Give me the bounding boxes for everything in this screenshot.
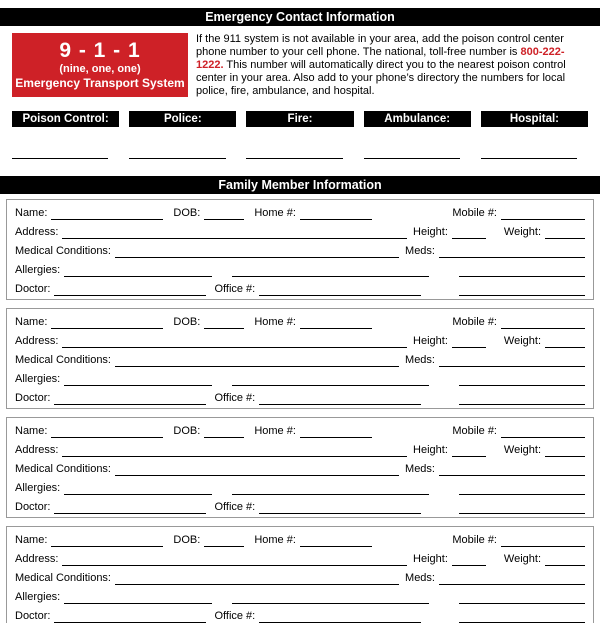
mobile-phone-label: Mobile #: <box>452 316 497 328</box>
member-row-medical <box>15 459 585 476</box>
member-row-address <box>15 331 585 348</box>
meds-continuation-line-2 <box>459 611 585 623</box>
meds-continuation-line <box>459 265 585 277</box>
member-row-allergies <box>15 478 585 495</box>
doctor-label: Doctor: <box>15 392 51 404</box>
family-section-title: Family Member Information <box>0 176 600 194</box>
medical-conditions-field-line <box>115 246 399 258</box>
member-row-allergies <box>15 260 585 277</box>
member-row-name <box>15 312 585 329</box>
mobile-phone-label: Mobile #: <box>452 534 497 546</box>
weight-field-line <box>545 554 585 566</box>
member-row-medical <box>15 568 585 585</box>
allergies-continuation-line <box>232 592 429 604</box>
poison-control-number-line <box>12 158 108 159</box>
meds-label: Meds: <box>405 354 435 366</box>
911-number: 9 - 1 - 1 <box>59 39 141 62</box>
address-field-line <box>62 336 407 348</box>
dob-field-line <box>204 317 244 329</box>
allergies-label: Allergies: <box>15 591 61 603</box>
office-phone-label: Office #: <box>214 392 256 404</box>
family-member-list <box>0 199 600 623</box>
meds-continuation-line <box>459 374 585 386</box>
member-row-medical <box>15 350 585 367</box>
meds-field-line <box>439 573 585 585</box>
mobile-phone-label: Mobile #: <box>452 207 497 219</box>
meds-label: Meds: <box>405 463 435 475</box>
doctor-label: Doctor: <box>15 610 51 622</box>
meds-continuation-line-2 <box>459 502 585 514</box>
meds-label: Meds: <box>405 245 435 257</box>
dob-field-line <box>204 426 244 438</box>
name-label: Name: <box>15 425 48 437</box>
allergies-continuation-line <box>232 374 429 386</box>
name-label: Name: <box>15 534 48 546</box>
police-number-line <box>129 158 225 159</box>
height-label: Height: <box>413 553 448 565</box>
medical-conditions-label: Medical Conditions: <box>15 463 111 475</box>
doctor-label: Doctor: <box>15 283 51 295</box>
name-field-line <box>51 535 163 547</box>
member-row-doctor <box>15 279 585 296</box>
allergies-field-line <box>64 374 212 386</box>
home-phone-label: Home #: <box>254 316 296 328</box>
label-hospital: Hospital: <box>481 111 588 127</box>
911-words: (nine, one, one) <box>59 63 141 75</box>
ambulance-number-line <box>364 158 460 159</box>
label-police: Police: <box>129 111 236 127</box>
address-label: Address: <box>15 553 59 565</box>
mobile-phone-field-line <box>501 535 585 547</box>
home-phone-field-line <box>300 426 372 438</box>
home-phone-label: Home #: <box>254 425 296 437</box>
meds-field-line <box>439 355 585 367</box>
allergies-label: Allergies: <box>15 264 61 276</box>
allergies-field-line <box>64 483 212 495</box>
doctor-field-line <box>54 502 206 514</box>
member-row-doctor <box>15 388 585 405</box>
doctor-field-line <box>54 284 206 296</box>
hospital-number-line <box>481 158 577 159</box>
label-ambulance: Ambulance: <box>364 111 471 127</box>
meds-label: Meds: <box>405 572 435 584</box>
mobile-phone-label: Mobile #: <box>452 425 497 437</box>
office-phone-field-line <box>259 611 421 623</box>
emergency-contact-form <box>0 8 600 623</box>
member-row-allergies <box>15 587 585 604</box>
home-phone-label: Home #: <box>254 207 296 219</box>
office-phone-field-line <box>259 393 421 405</box>
family-member-box <box>6 199 594 300</box>
meds-field-line <box>439 464 585 476</box>
dob-label: DOB: <box>173 207 201 219</box>
weight-field-line <box>545 445 585 457</box>
address-label: Address: <box>15 226 59 238</box>
mobile-phone-field-line <box>501 317 585 329</box>
height-label: Height: <box>413 335 448 347</box>
dob-label: DOB: <box>173 425 201 437</box>
office-phone-label: Office #: <box>214 610 256 622</box>
page-title: Emergency Contact Information <box>0 8 600 26</box>
emergency-contact-write-in-row <box>12 158 588 159</box>
address-label: Address: <box>15 444 59 456</box>
member-row-address <box>15 549 585 566</box>
member-row-medical <box>15 241 585 258</box>
height-field-line <box>452 227 486 239</box>
medical-conditions-label: Medical Conditions: <box>15 572 111 584</box>
member-row-address <box>15 222 585 239</box>
mobile-phone-field-line <box>501 208 585 220</box>
911-subtitle: Emergency Transport System <box>15 76 185 90</box>
height-field-line <box>452 336 486 348</box>
medical-conditions-field-line <box>115 355 399 367</box>
meds-field-line <box>439 246 585 258</box>
medical-conditions-field-line <box>115 464 399 476</box>
dob-field-line <box>204 535 244 547</box>
home-phone-field-line <box>300 208 372 220</box>
height-label: Height: <box>413 444 448 456</box>
weight-label: Weight: <box>503 226 541 238</box>
allergies-field-line <box>64 592 212 604</box>
meds-continuation-line-2 <box>459 393 585 405</box>
name-label: Name: <box>15 207 48 219</box>
doctor-field-line <box>54 393 206 405</box>
emergency-contact-labels-row <box>12 111 588 127</box>
intro-text-before: If the 911 system is not available in your area, add the poison control center phone number to your cell phone. The national, toll-free number is <box>196 33 564 58</box>
family-member-box <box>6 417 594 518</box>
label-fire: Fire: <box>246 111 353 127</box>
allergies-label: Allergies: <box>15 373 61 385</box>
member-row-address <box>15 440 585 457</box>
weight-label: Weight: <box>503 553 541 565</box>
medical-conditions-field-line <box>115 573 399 585</box>
name-field-line <box>51 208 163 220</box>
meds-continuation-line <box>459 592 585 604</box>
mobile-phone-field-line <box>501 426 585 438</box>
member-row-name <box>15 421 585 438</box>
dob-label: DOB: <box>173 534 201 546</box>
member-row-doctor <box>15 606 585 623</box>
dob-label: DOB: <box>173 316 201 328</box>
address-field-line <box>62 554 407 566</box>
home-phone-field-line <box>300 317 372 329</box>
member-row-doctor <box>15 497 585 514</box>
meds-continuation-line <box>459 483 585 495</box>
height-field-line <box>452 554 486 566</box>
doctor-label: Doctor: <box>15 501 51 513</box>
home-phone-label: Home #: <box>254 534 296 546</box>
medical-conditions-label: Medical Conditions: <box>15 245 111 257</box>
allergies-field-line <box>64 265 212 277</box>
member-row-allergies <box>15 369 585 386</box>
address-label: Address: <box>15 335 59 347</box>
meds-continuation-line-2 <box>459 284 585 296</box>
911-badge <box>12 33 188 97</box>
name-field-line <box>51 317 163 329</box>
label-poison-control: Poison Control: <box>12 111 119 127</box>
address-field-line <box>62 227 407 239</box>
intro-paragraph <box>196 33 590 98</box>
name-field-line <box>51 426 163 438</box>
weight-label: Weight: <box>503 335 541 347</box>
medical-conditions-label: Medical Conditions: <box>15 354 111 366</box>
allergies-label: Allergies: <box>15 482 61 494</box>
height-label: Height: <box>413 226 448 238</box>
member-row-name <box>15 203 585 220</box>
office-phone-label: Office #: <box>214 283 256 295</box>
weight-field-line <box>545 227 585 239</box>
weight-label: Weight: <box>503 444 541 456</box>
height-field-line <box>452 445 486 457</box>
fire-number-line <box>246 158 342 159</box>
office-phone-field-line <box>259 502 421 514</box>
poison-control-phone-number: 800-222-1222. <box>196 46 565 71</box>
dob-field-line <box>204 208 244 220</box>
home-phone-field-line <box>300 535 372 547</box>
allergies-continuation-line <box>232 265 429 277</box>
intro-text-after: This number will automatically direct you to the nearest poison control center in your area. Also add to your phone’s directory the numbers for local police, fire, ambulance, and hospital. <box>196 59 566 97</box>
office-phone-label: Office #: <box>214 501 256 513</box>
address-field-line <box>62 445 407 457</box>
family-member-box <box>6 308 594 409</box>
name-label: Name: <box>15 316 48 328</box>
family-member-box <box>6 526 594 623</box>
intro-section <box>12 33 590 98</box>
member-row-name <box>15 530 585 547</box>
allergies-continuation-line <box>232 483 429 495</box>
office-phone-field-line <box>259 284 421 296</box>
weight-field-line <box>545 336 585 348</box>
doctor-field-line <box>54 611 206 623</box>
